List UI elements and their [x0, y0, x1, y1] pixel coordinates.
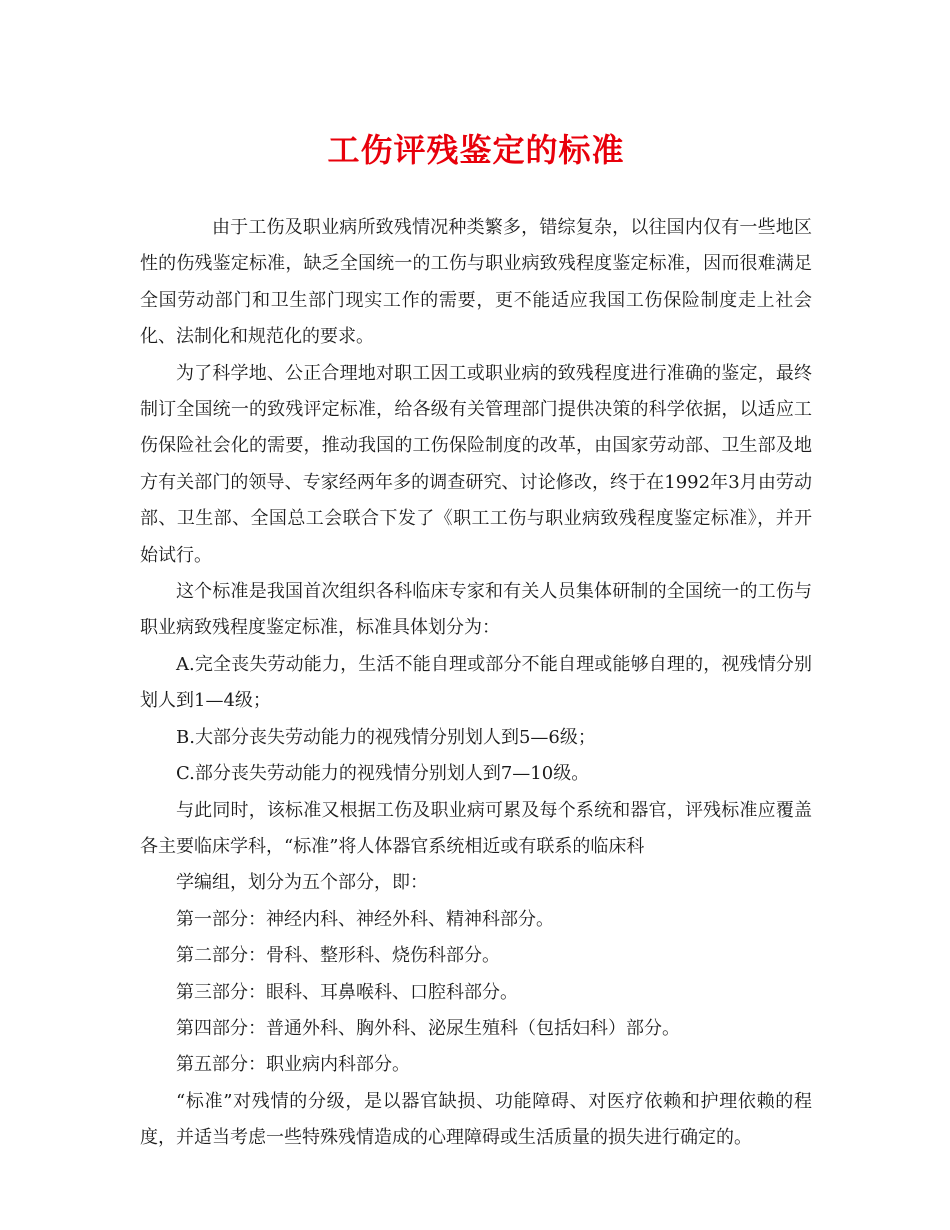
- paragraph-grouping: 学编组，划分为五个部分，即：: [176, 872, 428, 894]
- list-item-b: B.大部分丧失劳动能力的视残情分别划人到5—6级；: [176, 726, 596, 748]
- part-item-5: 第五部分：职业病内科部分。: [176, 1054, 410, 1076]
- paragraph-history: 为了科学地、公正合理地对职工因工或职业病的致残程度进行准确的鉴定，最终制订全国统一的致残评定标准，给各级有关管理部门提供决策的科学依据，以适应工伤保险社会化的需要，推动我国的工伤保险制度的改革，由国家劳动部、卫生部及地方有关部门的领导、专家经两年多的调查研究、讨论修改，终于在1992年3月由劳动部、卫生部、全国总工会联合下发了《职工工伤与职业病致残程度鉴定标准》，并开始试行。: [140, 362, 812, 566]
- list-item-a: A.完全丧失劳动能力，生活不能自理或部分不能自理或能够自理的，视残情分别划人到1—4级；: [140, 653, 812, 712]
- part-item-4: 第四部分：普通外科、胸外科、泌尿生殖科（包括妇科）部分。: [176, 1017, 680, 1039]
- list-item-c: C.部分丧失劳动能力的视残情分别划人到7—10级。: [176, 763, 590, 785]
- paragraph-coverage: 与此同时，该标准又根据工伤及职业病可累及每个系统和器官，评残标准应覆盖各主要临床学科，“标准”将人体器官系统相近或有联系的临床科: [140, 799, 812, 857]
- paragraph-grading: “标准”对残情的分级，是以器官缺损、功能障碍、对医疗依赖和护理依赖的程度，并适当考虑一些特殊残情造成的心理障碍或生活质量的损失进行确定的。: [140, 1090, 812, 1149]
- part-item-3: 第三部分：眼科、耳鼻喉科、口腔科部分。: [176, 981, 518, 1003]
- part-item-2: 第二部分：骨科、整形科、烧伤科部分。: [176, 945, 500, 967]
- paragraph-standard-division: 这个标准是我国首次组织各科临床专家和有关人员集体研制的全国统一的工伤与职业病致残程度鉴定标准，标准具体划分为：: [140, 581, 812, 639]
- document-title: 工伤评残鉴定的标准: [327, 131, 625, 169]
- document-body: [140, 210, 812, 1157]
- part-item-1: 第一部分：神经内科、神经外科、精神科部分。: [176, 908, 554, 930]
- paragraph-intro: 由于工伤及职业病所致残情况种类繁多，错综复杂，以往国内仅有一些地区性的伤残鉴定标准，缺乏全国统一的工伤与职业病致残程度鉴定标准，因而很难满足全国劳动部门和卫生部门现实工作的需要，更不能适应我国工伤保险制度走上社会化、法制化和规范化的要求。: [140, 217, 812, 348]
